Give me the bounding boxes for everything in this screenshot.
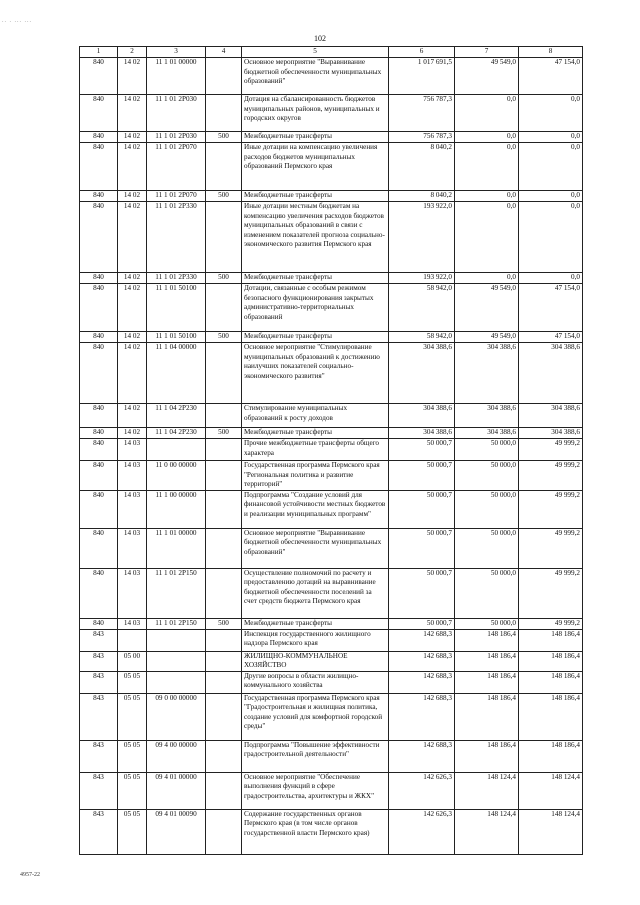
cell-ministry: 840 [80,528,118,568]
cell-amount-1: 142 688,3 [389,693,455,740]
cell-amount-3: 0,0 [519,202,583,273]
cell-ministry: 840 [80,191,118,202]
cell-ministry: 840 [80,58,118,95]
cell-amount-1: 304 388,6 [389,343,455,404]
cell-section: 05 05 [118,809,147,854]
cell-target-code: 11 1 01 2Р030 [147,132,206,143]
cell-target-code: 11 1 01 2Р070 [147,143,206,191]
cell-amount-3: 148 124,4 [519,809,583,854]
cell-section: 14 03 [118,528,147,568]
cell-expense-type [206,693,242,740]
cell-ministry: 840 [80,490,118,528]
cell-target-code: 11 1 01 50100 [147,284,206,332]
budget-table [79,46,583,855]
cell-amount-1: 50 000,7 [389,528,455,568]
cell-ministry: 843 [80,772,118,809]
cell-amount-2: 0,0 [455,95,519,132]
cell-amount-2: 148 186,4 [455,693,519,740]
cell-name: Основное мероприятие "Обеспечение выполнения функций в сфере градостроительства, архитектуры и ЖКХ" [242,772,389,809]
cell-name: Государственная программа Пермского края "Региональная политика и развитие территорий" [242,461,389,491]
cell-name: Другие вопросы в области жилищно-коммунального хозяйства [242,671,389,693]
table-row [80,461,583,491]
cell-section: 14 02 [118,58,147,95]
cell-ministry: 840 [80,428,118,439]
cell-target-code [147,671,206,693]
cell-section: 05 05 [118,772,147,809]
cell-amount-1: 8 040,2 [389,191,455,202]
cell-amount-1: 304 388,6 [389,428,455,439]
table-body [80,58,583,855]
cell-amount-2: 50 000,0 [455,528,519,568]
cell-amount-2: 50 000,0 [455,439,519,461]
cell-expense-type [206,284,242,332]
cell-amount-1: 193 922,0 [389,202,455,273]
cell-name: Иные дотации местным бюджетам на компенсацию увеличения расходов бюджетов муниципальных образований в связи с изменением показателей прогноза социально-экономического развития Пермского края [242,202,389,273]
cell-expense-type [206,202,242,273]
cell-ministry: 843 [80,809,118,854]
cell-amount-1: 1 017 691,5 [389,58,455,95]
cell-amount-2: 148 124,4 [455,772,519,809]
cell-amount-3: 0,0 [519,191,583,202]
table-row [80,740,583,772]
table-row [80,284,583,332]
table-row [80,95,583,132]
cell-expense-type: 500 [206,332,242,343]
cell-amount-1: 8 040,2 [389,143,455,191]
header-cell: 7 [455,47,519,58]
cell-ministry: 840 [80,284,118,332]
cell-name: Осуществление полномочий по расчету и предоставлению дотаций на выравнивание бюджетной обеспеченности поселений за счет средств бюджета Пермского края [242,568,389,618]
cell-amount-2: 50 000,0 [455,490,519,528]
cell-section: 14 02 [118,332,147,343]
cell-name: Подпрограмма "Создание условий для финансовой устойчивости местных бюджетов и реализации муниципальных программ" [242,490,389,528]
cell-target-code: 11 1 01 2Р030 [147,95,206,132]
table-row [80,439,583,461]
cell-expense-type [206,439,242,461]
table-row [80,772,583,809]
header-cell: 3 [147,47,206,58]
cell-amount-1: 756 787,3 [389,95,455,132]
cell-section: 05 05 [118,693,147,740]
table-row [80,528,583,568]
cell-ministry: 840 [80,618,118,629]
cell-amount-2: 148 186,4 [455,671,519,693]
cell-ministry: 843 [80,671,118,693]
cell-expense-type [206,651,242,671]
cell-amount-2: 148 186,4 [455,651,519,671]
cell-amount-2: 50 000,0 [455,568,519,618]
cell-amount-2: 50 000,0 [455,461,519,491]
cell-target-code: 11 1 01 2Р330 [147,273,206,284]
cell-name: Содержание государственных органов Пермского края (в том числе органов государственной власти Пермского края) [242,809,389,854]
cell-name: Прочие межбюджетные трансферты общего характера [242,439,389,461]
cell-expense-type: 500 [206,273,242,284]
cell-name: Дотации, связанные с особым режимом безопасного функционирования закрытых административно-территориальных образований [242,284,389,332]
cell-amount-3: 148 186,4 [519,693,583,740]
table-row [80,629,583,651]
cell-target-code: 09 4 01 00000 [147,772,206,809]
cell-amount-3: 0,0 [519,273,583,284]
table-row [80,428,583,439]
cell-amount-3: 148 124,4 [519,772,583,809]
cell-amount-1: 50 000,7 [389,568,455,618]
cell-target-code [147,629,206,651]
cell-name: Инспекция государственного жилищного надзора Пермского края [242,629,389,651]
cell-amount-1: 50 000,7 [389,461,455,491]
cell-expense-type [206,95,242,132]
table-row [80,191,583,202]
header-cell: 2 [118,47,147,58]
cell-section: 14 02 [118,428,147,439]
cell-target-code: 11 0 00 00000 [147,461,206,491]
header-cell: 8 [519,47,583,58]
table-row [80,671,583,693]
cell-section: 05 00 [118,651,147,671]
cell-target-code [147,439,206,461]
cell-target-code: 11 1 04 2Р230 [147,404,206,428]
cell-ministry: 840 [80,132,118,143]
cell-amount-2: 304 388,6 [455,428,519,439]
cell-expense-type [206,809,242,854]
cell-amount-2: 148 124,4 [455,809,519,854]
cell-amount-3: 0,0 [519,132,583,143]
table-header [80,47,583,58]
cell-amount-3: 304 388,6 [519,404,583,428]
cell-expense-type [206,343,242,404]
cell-amount-2: 49 549,0 [455,58,519,95]
cell-expense-type [206,772,242,809]
cell-amount-3: 148 186,4 [519,671,583,693]
cell-ministry: 840 [80,343,118,404]
cell-amount-3: 49 999,2 [519,439,583,461]
cell-expense-type [206,528,242,568]
cell-section: 14 02 [118,191,147,202]
cell-section: 14 02 [118,284,147,332]
cell-expense-type [206,490,242,528]
cell-amount-3: 0,0 [519,143,583,191]
header-cell: 1 [80,47,118,58]
cell-amount-2: 148 186,4 [455,629,519,651]
table-row [80,332,583,343]
cell-target-code: 11 1 04 00000 [147,343,206,404]
cell-amount-1: 142 688,3 [389,671,455,693]
cell-target-code: 11 1 01 00000 [147,58,206,95]
cell-amount-2: 304 388,6 [455,404,519,428]
footer-code: 4957-22 [20,872,40,878]
cell-amount-1: 50 000,7 [389,490,455,528]
cell-section: 14 03 [118,490,147,528]
cell-section: 14 02 [118,132,147,143]
cell-name: Межбюджетные трансферты [242,191,389,202]
cell-target-code: 11 1 01 2Р150 [147,568,206,618]
cell-ministry: 843 [80,740,118,772]
cell-ministry: 843 [80,651,118,671]
cell-amount-3: 47 154,0 [519,332,583,343]
cell-expense-type [206,740,242,772]
table-row [80,132,583,143]
cell-amount-3: 49 999,2 [519,490,583,528]
cell-amount-1: 142 688,3 [389,629,455,651]
cell-amount-2: 304 388,6 [455,343,519,404]
cell-name: Иные дотации на компенсацию увеличения расходов бюджетов муниципальных образований Пермского края [242,143,389,191]
cell-amount-3: 148 186,4 [519,651,583,671]
cell-target-code: 09 4 01 00090 [147,809,206,854]
cell-ministry: 843 [80,629,118,651]
cell-amount-3: 47 154,0 [519,58,583,95]
cell-target-code: 11 1 01 2Р070 [147,191,206,202]
cell-amount-2: 49 549,0 [455,284,519,332]
cell-amount-1: 58 942,0 [389,332,455,343]
cell-target-code: 11 1 01 00000 [147,528,206,568]
cell-section: 14 02 [118,95,147,132]
cell-name: Межбюджетные трансферты [242,428,389,439]
cell-amount-3: 304 388,6 [519,343,583,404]
cell-expense-type: 500 [206,191,242,202]
table-row [80,404,583,428]
cell-name: Межбюджетные трансферты [242,273,389,284]
cell-expense-type [206,671,242,693]
cell-section: 14 03 [118,439,147,461]
cell-ministry: 843 [80,693,118,740]
cell-target-code: 11 1 01 50100 [147,332,206,343]
cell-target-code [147,651,206,671]
cell-amount-1: 756 787,3 [389,132,455,143]
cell-name: Основное мероприятие "Стимулирование муниципальных образований к достижению наилучших показателей социально-экономического развития" [242,343,389,404]
table-row [80,490,583,528]
table-row [80,809,583,854]
cell-target-code: 11 1 01 2Р150 [147,618,206,629]
cell-amount-2: 0,0 [455,202,519,273]
cell-section: 14 02 [118,273,147,284]
cell-section: 14 03 [118,618,147,629]
cell-expense-type: 500 [206,618,242,629]
cell-amount-1: 142 626,3 [389,809,455,854]
cell-amount-3: 148 186,4 [519,629,583,651]
cell-amount-3: 0,0 [519,95,583,132]
cell-ministry: 840 [80,461,118,491]
cell-amount-2: 0,0 [455,273,519,284]
cell-ministry: 840 [80,143,118,191]
cell-target-code: 11 1 01 2Р330 [147,202,206,273]
cell-name: Межбюджетные трансферты [242,618,389,629]
cell-section: 05 05 [118,671,147,693]
cell-amount-1: 142 626,3 [389,772,455,809]
cell-expense-type [206,461,242,491]
cell-amount-3: 49 999,2 [519,618,583,629]
cell-ministry: 840 [80,95,118,132]
cell-amount-1: 58 942,0 [389,284,455,332]
cell-expense-type [206,629,242,651]
cell-ministry: 840 [80,568,118,618]
corner-mark: .. . ... ... [2,18,32,24]
cell-amount-1: 50 000,7 [389,439,455,461]
cell-section [118,629,147,651]
table-row [80,618,583,629]
cell-name: Подпрограмма "Повышение эффективности градостроительной деятельности" [242,740,389,772]
cell-amount-3: 47 154,0 [519,284,583,332]
page-number: 102 [314,34,326,43]
cell-section: 14 02 [118,404,147,428]
header-cell: 6 [389,47,455,58]
header-row [80,47,583,58]
cell-expense-type [206,143,242,191]
table-row [80,58,583,95]
cell-target-code: 11 1 04 2Р230 [147,428,206,439]
cell-ministry: 840 [80,202,118,273]
cell-expense-type: 500 [206,428,242,439]
cell-amount-2: 0,0 [455,191,519,202]
cell-target-code: 11 1 00 00000 [147,490,206,528]
table-row [80,651,583,671]
cell-amount-2: 49 549,0 [455,332,519,343]
cell-section: 14 02 [118,143,147,191]
cell-section: 14 02 [118,202,147,273]
cell-target-code: 09 4 00 00000 [147,740,206,772]
cell-section: 14 03 [118,568,147,618]
cell-expense-type: 500 [206,132,242,143]
cell-target-code: 09 0 00 00000 [147,693,206,740]
cell-amount-1: 193 922,0 [389,273,455,284]
cell-amount-3: 304 388,6 [519,428,583,439]
table-row [80,343,583,404]
cell-amount-2: 0,0 [455,132,519,143]
cell-amount-3: 49 999,2 [519,528,583,568]
cell-name: Государственная программа Пермского края "Градостроительная и жилищная политика, создание условий для комфортной городской среды" [242,693,389,740]
table-row [80,273,583,284]
cell-amount-2: 148 186,4 [455,740,519,772]
cell-expense-type [206,404,242,428]
cell-name: Основное мероприятие "Выравнивание бюджетной обеспеченности муниципальных образований" [242,528,389,568]
cell-expense-type [206,568,242,618]
table-row [80,202,583,273]
header-cell: 5 [242,47,389,58]
table-row [80,693,583,740]
cell-name: Дотация на сбалансированность бюджетов муниципальных районов, муниципальных и городских округов [242,95,389,132]
table-row [80,568,583,618]
cell-name: Межбюджетные трансферты [242,132,389,143]
cell-name: ЖИЛИЩНО-КОММУНАЛЬНОЕ ХОЗЯЙСТВО [242,651,389,671]
cell-amount-1: 142 688,3 [389,740,455,772]
cell-section: 05 05 [118,740,147,772]
cell-amount-2: 50 000,0 [455,618,519,629]
cell-amount-3: 49 999,2 [519,568,583,618]
cell-amount-1: 304 388,6 [389,404,455,428]
cell-amount-3: 148 186,4 [519,740,583,772]
header-cell: 4 [206,47,242,58]
cell-ministry: 840 [80,404,118,428]
cell-amount-3: 49 999,2 [519,461,583,491]
cell-section: 14 02 [118,343,147,404]
cell-name: Стимулирование муниципальных образований к росту доходов [242,404,389,428]
cell-ministry: 840 [80,332,118,343]
table-row [80,143,583,191]
cell-ministry: 840 [80,273,118,284]
cell-section: 14 03 [118,461,147,491]
cell-expense-type [206,58,242,95]
cell-amount-1: 50 000,7 [389,618,455,629]
cell-name: Межбюджетные трансферты [242,332,389,343]
cell-amount-1: 142 688,3 [389,651,455,671]
cell-name: Основное мероприятие "Выравнивание бюджетной обеспеченности муниципальных образований" [242,58,389,95]
cell-amount-2: 0,0 [455,143,519,191]
cell-ministry: 840 [80,439,118,461]
